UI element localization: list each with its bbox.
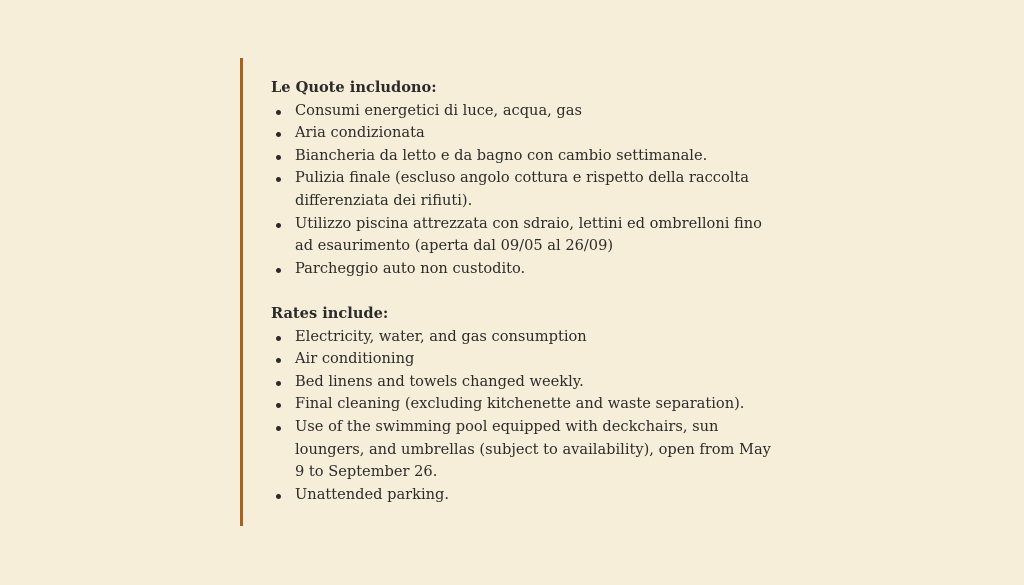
list-item: Use of the swimming pool equipped with deckchairs, sun loungers, and umbrellas (subject to availability), open from May 9 to September 26.: [271, 416, 771, 484]
list-item: Electricity, water, and gas consumption: [271, 326, 771, 349]
list-item: Utilizzo piscina attrezzata con sdraio, lettini ed ombrelloni fino ad esaurimento (aperta dal 09/05 al 26/09): [271, 213, 771, 258]
content: [271, 77, 771, 506]
section-title: Le Quote includono:: [271, 79, 437, 96]
list-item: Consumi energetici di luce, acqua, gas: [271, 100, 771, 123]
section-italian: [271, 77, 771, 280]
list-item: Aria condizionata: [271, 122, 771, 145]
list-item: Unattended parking.: [271, 484, 771, 507]
list-item: Biancheria da letto e da bagno con cambio settimanale.: [271, 145, 771, 168]
inclusions-list: [271, 100, 771, 281]
list-item: Final cleaning (excluding kitchenette and waste separation).: [271, 393, 771, 416]
list-item: Pulizia finale (escluso angolo cottura e rispetto della raccolta differenziata dei rifiuti).: [271, 167, 771, 212]
list-item: Parcheggio auto non custodito.: [271, 258, 771, 281]
list-item: Air conditioning: [271, 348, 771, 371]
section-english: [271, 303, 771, 506]
inclusions-list: [271, 326, 771, 507]
section-title: Rates include:: [271, 304, 389, 322]
list-item: Bed linens and towels changed weekly.: [271, 371, 771, 394]
accent-bar: [240, 58, 243, 526]
